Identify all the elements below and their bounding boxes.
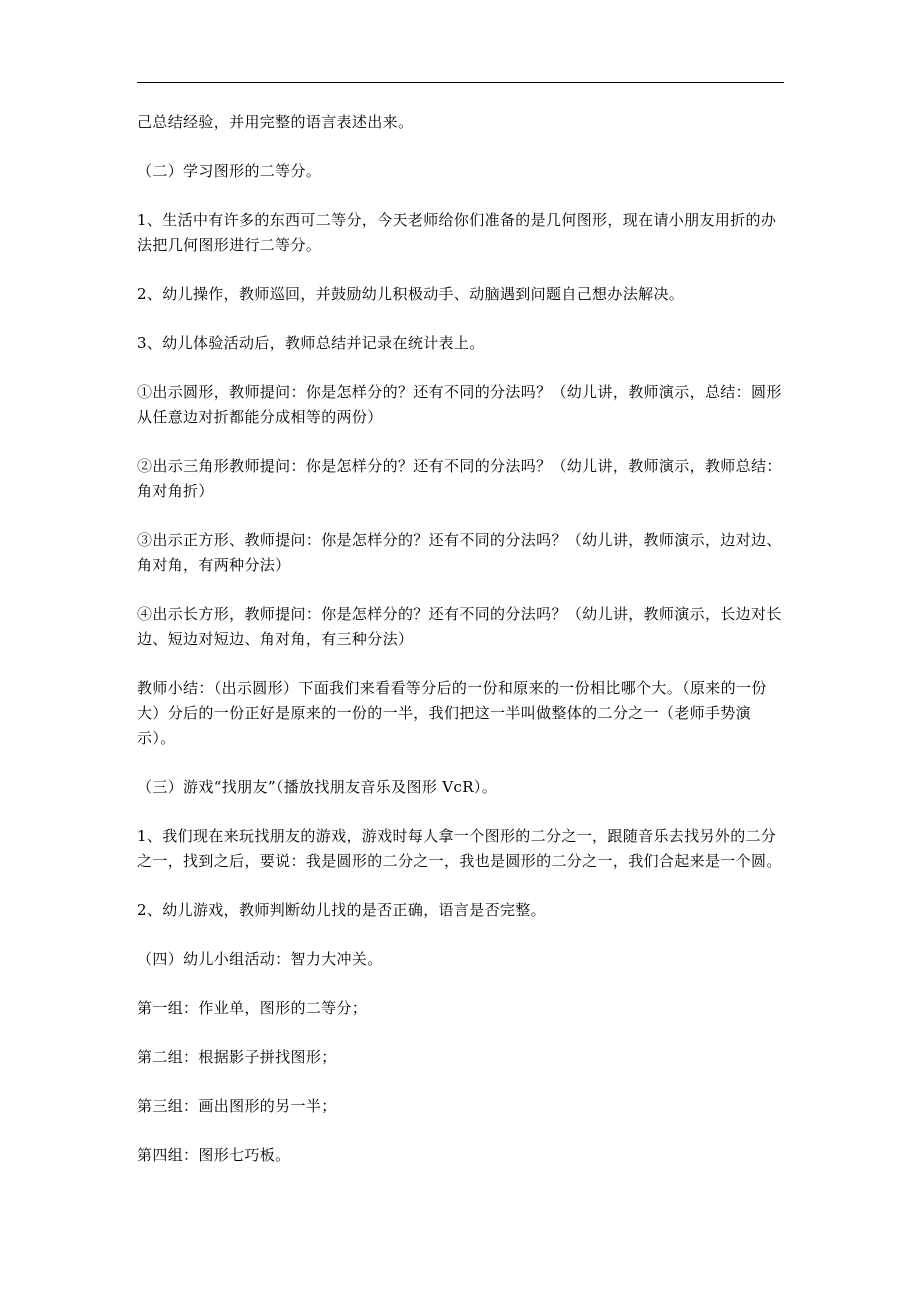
group-2-item: 第二组：根据影子拼找图形；	[137, 1048, 337, 1066]
paragraph-game-2: 2、幼儿游戏，教师判断幼儿找的是否正确，语言是否完整。	[137, 901, 546, 919]
document-body	[137, 110, 789, 1192]
group-4-item: 第四组：图形七巧板。	[137, 1146, 291, 1164]
section-heading-4: （四）幼儿小组活动：智力大冲关。	[137, 950, 383, 968]
group-3-item: 第三组：画出图形的另一半；	[137, 1097, 337, 1115]
paragraph-circle: ①出示圆形，教师提问：你是怎样分的？还有不同的分法吗？（幼儿讲，教师演示，总结：圆形从任意边对折都能分成相等的两份）	[137, 383, 782, 426]
paragraph-square: ③出示正方形、教师提问：你是怎样分的？还有不同的分法吗？（幼儿讲，教师演示，边对边、角对角，有两种分法）	[137, 531, 782, 574]
paragraph-step-2: 2、幼儿操作，教师巡回，并鼓励幼儿积极动手、动脑遇到问题自己想办法解决。	[137, 285, 685, 303]
paragraph-rectangle: ④出示长方形，教师提问：你是怎样分的？还有不同的分法吗？（幼儿讲，教师演示，长边对长边、短边对短边、角对角，有三种分法）	[137, 605, 782, 648]
header-rule	[137, 82, 784, 83]
paragraph-step-1: 1、生活中有许多的东西可二等分，今天老师给你们准备的是几何图形，现在请小朋友用折的办法把几何图形进行二等分。	[137, 211, 777, 254]
paragraph-game-1: 1、我们现在来玩找朋友的游戏，游戏时每人拿一个图形的二分之一，跟随音乐去找另外的二分之一，找到之后，要说：我是圆形的二分之一，我也是圆形的二分之一，我们合起来是一个圆。	[137, 827, 782, 870]
paragraph-step-3: 3、幼儿体验活动后，教师总结并记录在统计表上。	[137, 334, 485, 352]
group-1-item: 第一组：作业单，图形的二等分；	[137, 999, 368, 1017]
section-heading-2: （二）学习图形的二等分。	[137, 162, 322, 180]
paragraph-triangle: ②出示三角形教师提问：你是怎样分的？还有不同的分法吗？（幼儿讲，教师演示，教师总结：角对角折）	[137, 457, 782, 500]
paragraph-teacher-summary: 教师小结：（出示圆形）下面我们来看看等分后的一份和原来的一份相比哪个大。（原来的一份大）分后的一份正好是原来的一份的一半，我们把这一半叫做整体的二分之一（老师手势演示）。	[137, 679, 767, 747]
paragraph-summary-intro: 己总结经验，并用完整的语言表述出来。	[137, 113, 414, 131]
section-heading-3: （三）游戏“找朋友”（播放找朋友音乐及图形 VcR）。	[137, 778, 498, 796]
